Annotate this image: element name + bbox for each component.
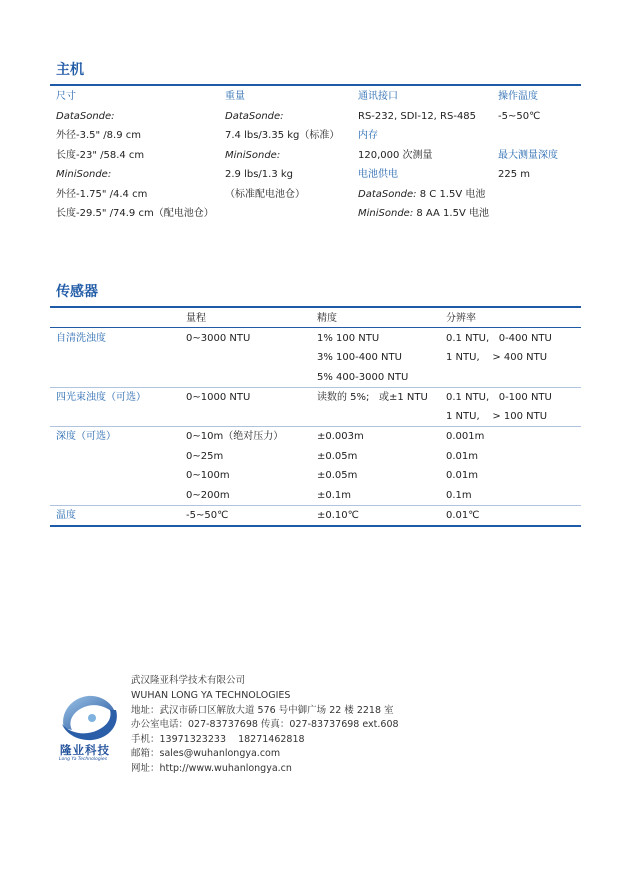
weight-line: MiniSonde: [225, 150, 281, 161]
company-mobile: 手机：13971323233 18271462818 [131, 734, 305, 745]
column-header-resolution: 分辨率 [446, 313, 476, 324]
sensor-name: 自清洗浊度 [56, 333, 106, 344]
sensor-accuracy: 读数的 5%; 或±1 NTU [317, 392, 428, 403]
sensor-section-title: 传感器 [56, 284, 98, 300]
size-line: 外径-1.75" /4.4 cm [56, 189, 148, 200]
company-website: 网址：http://www.wuhanlongya.cn [131, 763, 292, 774]
sensor-range: 0~1000 NTU [186, 392, 251, 403]
company-name-cn: 武汉隆亚科学技术有限公司 [131, 675, 246, 686]
sensor-name: 深度（可选） [56, 431, 116, 442]
battery-model: MiniSonde: [358, 208, 414, 219]
sensor-resolution: 1 NTU, > 100 NTU [446, 411, 548, 422]
weight-line: DataSonde: [225, 111, 284, 122]
group-divider [50, 505, 581, 506]
sensor-range: 0~3000 NTU [186, 333, 251, 344]
host-section-title: 主机 [56, 62, 84, 78]
size-line: 长度-23" /58.4 cm [56, 150, 145, 161]
weight-line: 7.4 lbs/3.35 kg（标准） [225, 130, 340, 141]
op-temp-value: -5~50℃ [498, 111, 541, 122]
sensor-accuracy: ±0.003m [317, 431, 364, 442]
sensor-resolution: 0.1 NTU, 0-400 NTU [446, 333, 552, 344]
sensor-bottom-rule [50, 525, 581, 527]
memory-value: 120,000 次测量 [358, 150, 433, 161]
battery-line [358, 208, 489, 220]
sensor-resolution: 1 NTU, > 400 NTU [446, 352, 548, 363]
column-header-range: 量程 [186, 313, 206, 324]
sensor-top-rule [50, 306, 581, 308]
group-divider [50, 426, 581, 427]
sensor-accuracy: ±0.10℃ [317, 510, 359, 521]
sensor-range: 0~10m（绝对压力） [186, 431, 284, 442]
battery-header: 电池供电 [358, 169, 398, 180]
sensor-resolution: 0.001m [446, 431, 485, 442]
battery-model: DataSonde: [358, 189, 417, 200]
swirl-logo-icon [54, 686, 126, 746]
comm-header: 通讯接口 [358, 91, 398, 102]
memory-header: 内存 [358, 130, 378, 141]
sensor-range: -5~50℃ [186, 510, 229, 521]
size-line: DataSonde: [56, 111, 115, 122]
size-line: MiniSonde: [56, 169, 112, 180]
company-name-en: WUHAN LONG YA TECHNOLOGIES [131, 690, 291, 701]
op-temp-header: 操作温度 [498, 91, 538, 102]
header-rule [50, 327, 581, 328]
sensor-accuracy: 3% 100-400 NTU [317, 352, 402, 363]
weight-line: （标准配电池仓） [225, 189, 305, 200]
company-phone-fax: 办公室电话：027-83737698 传真：027-83737698 ext.608 [131, 719, 399, 730]
battery-value: 8 C 1.5V 电池 [416, 189, 486, 200]
sensor-accuracy: ±0.05m [317, 470, 358, 481]
sensor-resolution: 0.1 NTU, 0-100 NTU [446, 392, 552, 403]
sensor-accuracy: 5% 400-3000 NTU [317, 372, 409, 383]
sensor-name: 温度 [56, 510, 76, 521]
sensor-accuracy: ±0.05m [317, 451, 358, 462]
company-address: 地址：武汉市硚口区解放大道 576 号中御广场 22 楼 2218 室 [131, 705, 394, 716]
size-header: 尺寸 [56, 91, 76, 102]
sensor-range: 0~100m [186, 470, 230, 481]
weight-header: 重量 [225, 91, 245, 102]
sensor-resolution: 0.01℃ [446, 510, 480, 521]
battery-line [358, 189, 485, 201]
max-depth-value: 225 m [498, 169, 531, 180]
max-depth-header: 最大测量深度 [498, 150, 558, 161]
sensor-range: 0~25m [186, 451, 224, 462]
sensor-accuracy: ±0.1m [317, 490, 352, 501]
sensor-name: 四光束浊度（可选） [56, 392, 146, 403]
sensor-range: 0~200m [186, 490, 230, 501]
comm-value: RS-232, SDI-12, RS-485 [358, 111, 477, 122]
group-divider [50, 387, 581, 388]
logo-subtitle: Long Ya Technologies [59, 757, 108, 762]
size-line: 长度-29.5" /74.9 cm（配电池仓） [56, 208, 214, 219]
sensor-resolution: 0.1m [446, 490, 472, 501]
sensor-resolution: 0.01m [446, 470, 479, 481]
sensor-accuracy: 1% 100 NTU [317, 333, 380, 344]
company-email: 邮箱：sales@wuhanlongya.com [131, 748, 281, 759]
host-top-rule [50, 84, 581, 86]
logo-text: 隆业科技 [60, 743, 110, 757]
sensor-resolution: 0.01m [446, 451, 479, 462]
company-logo [54, 686, 126, 766]
battery-value: 8 AA 1.5V 电池 [413, 208, 489, 219]
size-line: 外径-3.5" /8.9 cm [56, 130, 141, 141]
column-header-accuracy: 精度 [317, 313, 337, 324]
weight-line: 2.9 lbs/1.3 kg [225, 169, 294, 180]
